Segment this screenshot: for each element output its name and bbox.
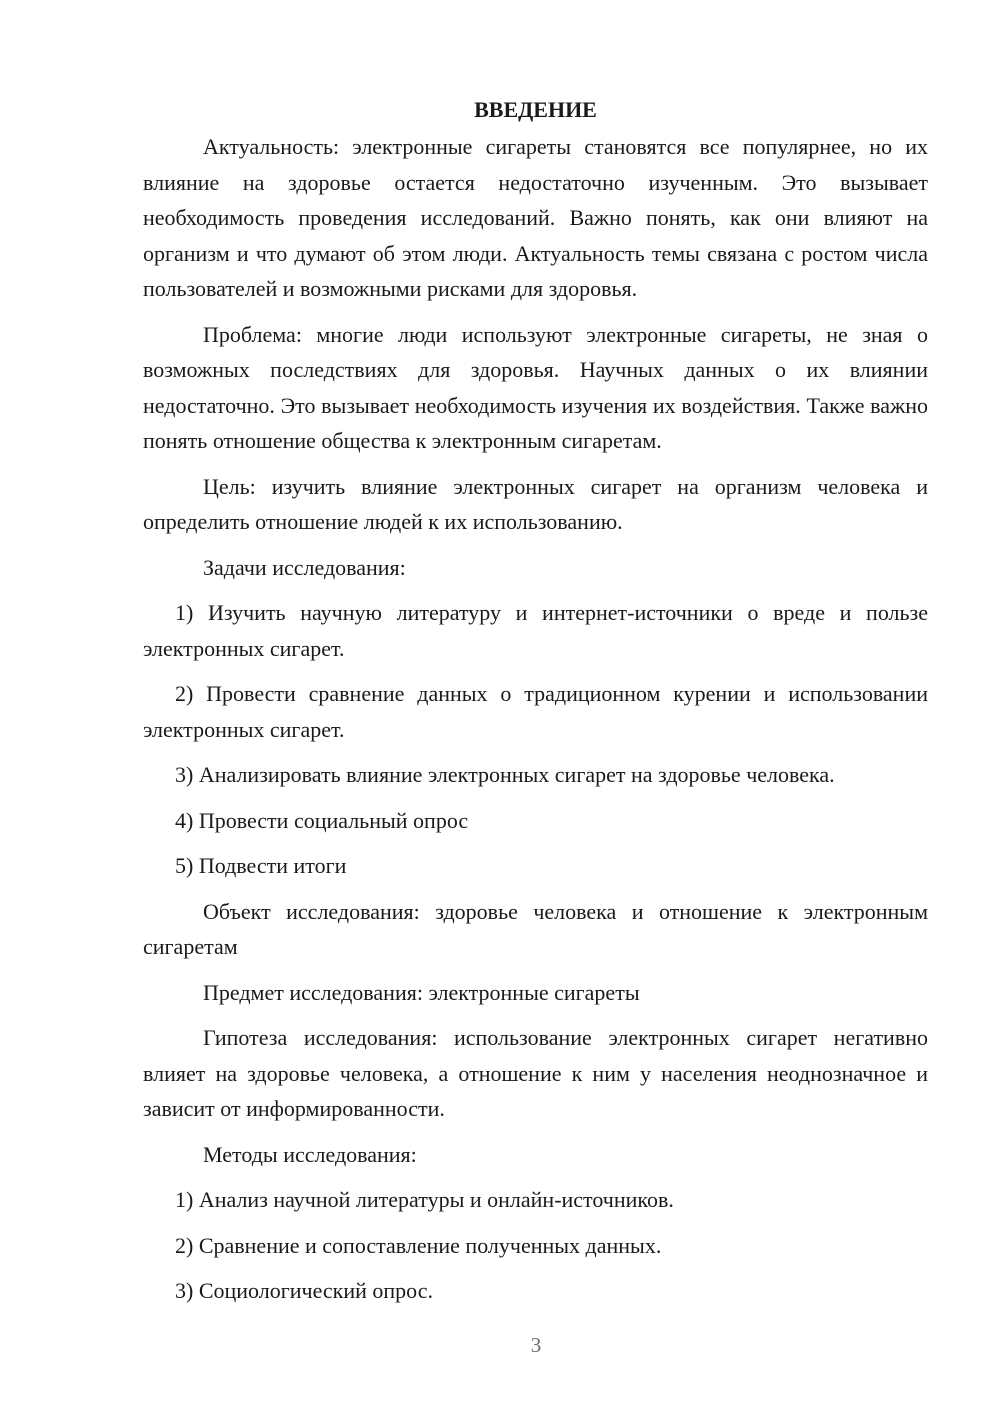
method-item: 1) Анализ научной литературы и онлайн-источников.: [175, 1187, 674, 1212]
subject-paragraph: Предмет исследования: электронные сигареты: [203, 979, 640, 1005]
goal-paragraph: Цель: изучить влияние электронных сигарет на организм человека и определить отношение людей к их использованию.: [143, 473, 928, 534]
task-item: 5) Подвести итоги: [175, 853, 347, 878]
task-item: 3) Анализировать влияние электронных сигарет на здоровье человека.: [175, 762, 835, 787]
hypothesis-paragraph: Гипотеза исследования: использование электронных сигарет негативно влияет на здоровье человека, а отношение к ним у населения неоднозначное и зависит от информированности.: [143, 1025, 928, 1121]
task-item: 1) Изучить научную литературу и интернет-источники о вреде и пользе электронных сигарет.: [143, 600, 928, 661]
page-number: 3: [530, 1333, 542, 1357]
relevance-paragraph: Актуальность: электронные сигареты становятся все популярнее, но их влияние на здоровье остается недостаточно изученным. Это вызывает необходимость проведения исследований. Важно понять, как они влияют на организм и что думают об этом люди. Актуальность темы связана с ростом числа пользователей и возможными рисками для здоровья.: [143, 134, 928, 301]
method-item: 2) Сравнение и сопоставление полученных данных.: [175, 1232, 662, 1258]
task-item: 4) Провести социальный опрос: [175, 807, 469, 833]
document-page: [143, 92, 928, 1319]
tasks-heading: Задачи исследования:: [203, 554, 406, 580]
methods-heading: Методы исследования:: [203, 1141, 417, 1167]
task-item: 2) Провести сравнение данных о традиционном курении и использовании электронных сигарет.: [143, 681, 928, 742]
page-title: ВВЕДЕНИЕ: [474, 97, 597, 122]
problem-paragraph: Проблема: многие люди используют электронные сигареты, не зная о возможных последствиях для здоровья. Научных данных о их влиянии недостаточно. Это вызывает необходимость изучения их воздействия. Также важно понять отношение общества к электронным сигаретам.: [143, 321, 928, 453]
object-paragraph: Объект исследования: здоровье человека и отношение к электронным сигаретам: [143, 898, 928, 959]
method-item: 3) Социологический опрос.: [175, 1278, 433, 1303]
